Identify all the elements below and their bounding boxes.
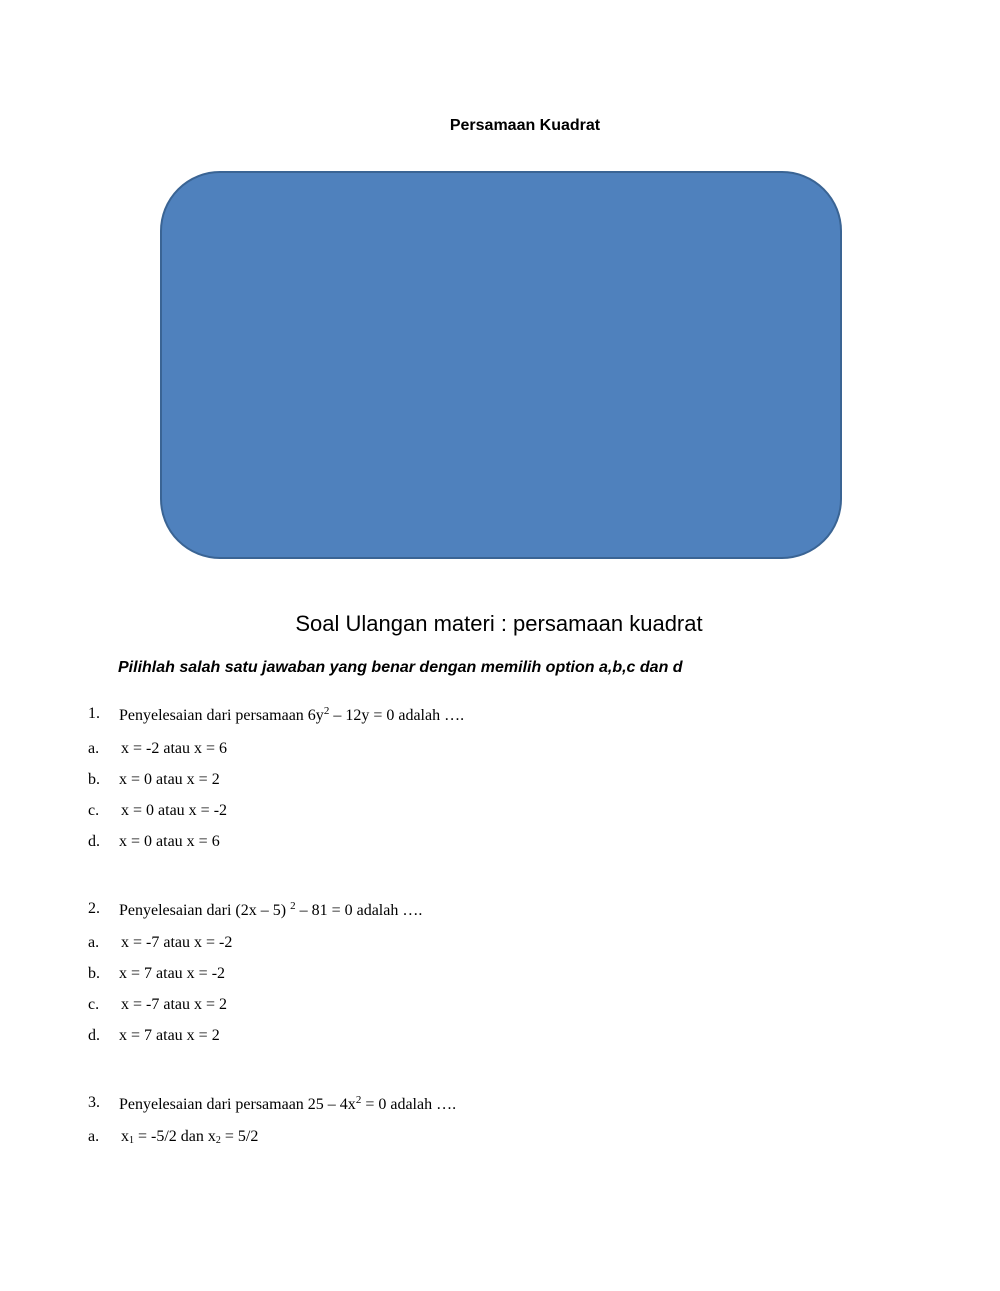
option-text: x = 0 atau x = 6	[119, 833, 220, 850]
instruction-text: Pilihlah salah satu jawaban yang benar dengan memilih option a,b,c dan d	[118, 659, 683, 676]
question-text: Penyelesaian dari persamaan $6y^2 - 12y = 0$ adalah ….	[119, 705, 465, 724]
exponent: 2	[290, 900, 296, 912]
question-1-option-d[interactable]	[0, 833, 1000, 855]
option-letter: a.	[88, 934, 100, 951]
option-text: x = 7 atau x = 2	[119, 1027, 220, 1044]
option-letter: c.	[88, 996, 100, 1013]
question-2-option-c[interactable]	[0, 996, 1000, 1018]
question-number: 1.	[88, 705, 100, 722]
option-letter: a.	[88, 1128, 100, 1145]
question-1	[0, 705, 1000, 727]
option-text: x = -7 atau x = 2	[121, 996, 228, 1013]
option-letter: d.	[88, 833, 100, 850]
page-title: Soal Ulangan materi : persamaan kuadrat	[295, 611, 703, 636]
question-3	[0, 1094, 1000, 1116]
exponent: 2	[323, 705, 330, 717]
option-text: x = 0 atau x = 2	[119, 771, 220, 788]
question-3-option-a[interactable]	[0, 1128, 1000, 1150]
question-2-option-a[interactable]	[0, 934, 1000, 956]
blue-rounded-rectangle	[160, 171, 842, 559]
question-text: Penyelesaian dari persamaan $25 - 4x^2 = 0$ adalah ….	[119, 1094, 457, 1113]
option-letter: b.	[88, 965, 100, 982]
option-text: x = -7 atau x = -2	[121, 934, 233, 951]
question-2-option-b[interactable]	[0, 965, 1000, 987]
option-letter: b.	[88, 771, 100, 788]
option-text: x = -2 atau x = 6	[121, 740, 228, 757]
question-1-option-c[interactable]	[0, 802, 1000, 824]
option-text: $x_1 = -5/2$ dan $x_2 = 5/2$	[121, 1128, 259, 1146]
question-1-option-a[interactable]	[0, 740, 1000, 762]
option-letter: c.	[88, 802, 100, 819]
question-1-option-b[interactable]	[0, 771, 1000, 793]
option-letter: a.	[88, 740, 100, 757]
option-letter: d.	[88, 1027, 100, 1044]
question-2	[0, 900, 1000, 922]
question-text: Penyelesaian dari (2x – 5) $^2$ – 81 = 0 adalah ….	[119, 900, 423, 919]
question-number: 2.	[88, 900, 100, 917]
option-text: x = 7 atau x = -2	[119, 965, 226, 982]
page-header-title: Persamaan Kuadrat	[449, 117, 601, 134]
question-number: 3.	[88, 1094, 100, 1111]
exponent: 2	[355, 1094, 362, 1106]
option-text: x = 0 atau x = -2	[121, 802, 228, 819]
question-2-option-d[interactable]	[0, 1027, 1000, 1049]
